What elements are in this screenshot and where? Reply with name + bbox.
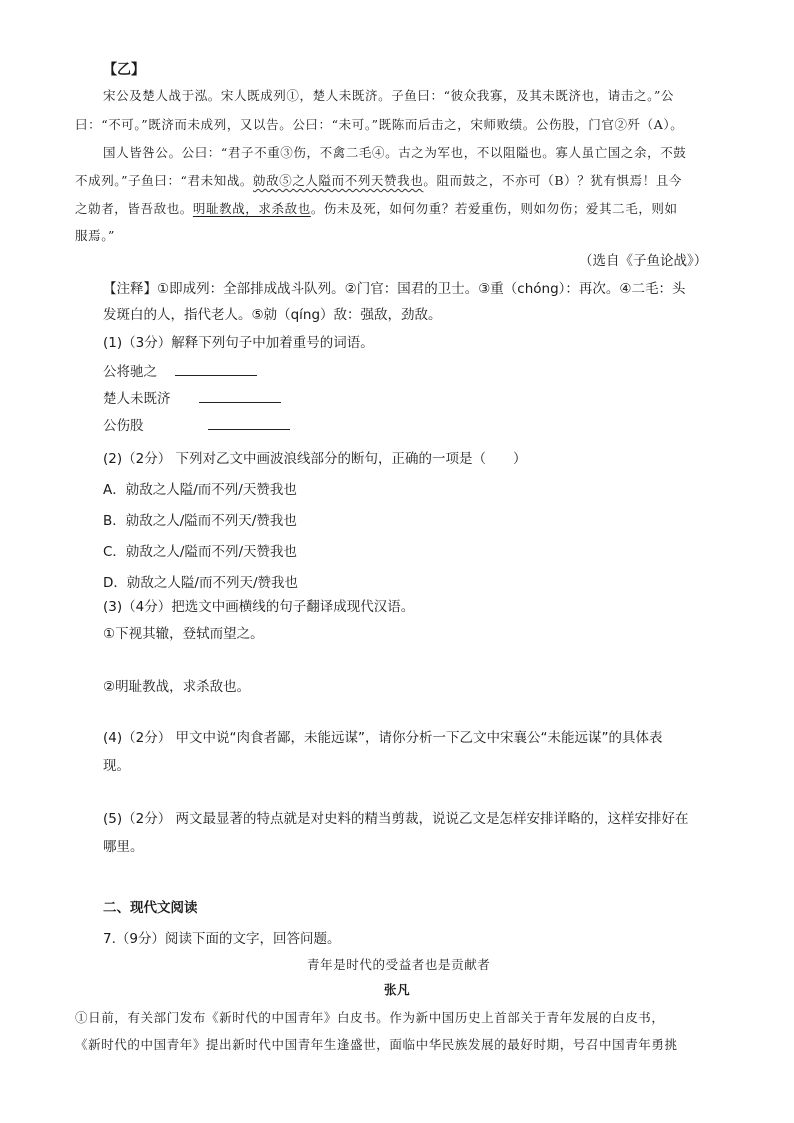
passage-line <box>75 199 678 219</box>
question-5-stem: (5)（2分） 两文最显著的特点就是对史料的精当剪裁，说说乙文是怎样安排详略的，这样安排好在 <box>103 811 689 827</box>
passage-text: 之勍者，皆吾敌也。 <box>75 201 193 216</box>
passage-line: 服焉。” <box>75 228 116 243</box>
question-1-stem: (1)（3分）解释下列句子中加着重号的词语。 <box>103 335 374 351</box>
passage-text: 。阻而鼓之，不亦可（B）？犹有惧焉！且今 <box>423 173 683 188</box>
item-text: 公伤股 <box>103 418 144 434</box>
passage-source: （选自《子鱼论战》） <box>579 253 708 269</box>
passage-heading: 【乙】 <box>103 62 145 78</box>
answer-blank[interactable] <box>208 415 290 430</box>
question-3-stem: (3)（4分）把选文中画横线的句子翻译成现代汉语。 <box>103 599 415 615</box>
question-7-stem: 7.（9分）阅读下面的文字，回答问题。 <box>103 931 341 947</box>
passage-line: 曰：“不可。”既济而未成列，又以告。公曰：“未可。”既陈而后击之，宋师败绩。公伤股，门官②歼（A）。 <box>75 117 684 132</box>
question-4-stem-cont: 现。 <box>103 758 130 774</box>
item-text: 楚人未既济 <box>103 391 171 407</box>
question-2-stem: (2)（2分） 下列对乙文中画波浪线部分的断句，正确的一项是（ ） <box>103 451 527 467</box>
article-title: 青年是时代的受益者也是贡献者 <box>307 957 491 972</box>
question-1-item <box>103 361 257 382</box>
question-1-item <box>103 415 290 436</box>
answer-blank[interactable] <box>199 388 281 403</box>
answer-blank[interactable] <box>175 361 257 376</box>
question-4-stem: (4)（2分） 甲文中说“肉食者鄙，未能远谋”，请你分析一下乙文中宋襄公“未能远谋”的具体表 <box>103 730 663 746</box>
article-author: 张凡 <box>384 982 411 997</box>
wavy-underlined-sentence: 勍敌⑤之人隘而不列天赞我也 <box>253 173 424 188</box>
question-5-stem-cont: 哪里。 <box>103 839 144 855</box>
underlined-sentence: 明耻教战，求杀敌也 <box>192 201 311 216</box>
passage-line: 国人皆咎公。公曰：“君子不重③伤，不禽二毛④。古之为军也，不以阻隘也。寡人虽亡国之余，不鼓 <box>103 145 687 160</box>
notes-line: 发斑白的人，指代老人。⑤勍（qíng）敌：强敌，劲敌。 <box>103 307 442 323</box>
article-line: 《新时代的中国青年》提出新时代中国青年生逢盛世，面临中华民族发展的最好时期，号召中国青年勇挑 <box>75 1037 678 1052</box>
option-b[interactable]: B．勍敌之人/隘而不列天/赞我也 <box>103 513 297 529</box>
section-heading: 二、现代文阅读 <box>103 900 198 916</box>
article-line: ①日前，有关部门发布《新时代的中国青年》白皮书。作为新中国历史上首部关于青年发展的白皮书， <box>75 1010 665 1025</box>
question-3-sentence: ①下视其辙，登轼而望之。 <box>103 626 264 642</box>
question-1-item <box>103 388 281 409</box>
option-c[interactable]: C．勍敌之人/隘而不列/天赞我也 <box>103 544 298 560</box>
passage-line <box>75 171 682 191</box>
passage-text: 。伤未及死，如何勿重？若爱重伤，则如勿伤；爱其二毛，则如 <box>310 201 678 216</box>
notes-line: 【注释】①即成列：全部排成战斗队列。②门官：国君的卫士。③重（chóng）：再次。④二毛：头 <box>103 281 686 297</box>
option-a[interactable]: A．勍敌之人隘/而不列/天赞我也 <box>103 482 297 498</box>
question-3-sentence: ②明耻教战，求杀敌也。 <box>103 679 251 695</box>
item-text: 公将驰之 <box>103 364 157 380</box>
passage-text: 不成列。”子鱼曰：“君未知战。 <box>75 173 254 188</box>
option-d[interactable]: D．勍敌之人隘/而不列天/赞我也 <box>103 575 298 591</box>
passage-line: 宋公及楚人战于泓。宋人既成列①，楚人未既济。子鱼曰：“彼众我寡，及其未既济也，请击之。”公 <box>103 88 675 103</box>
